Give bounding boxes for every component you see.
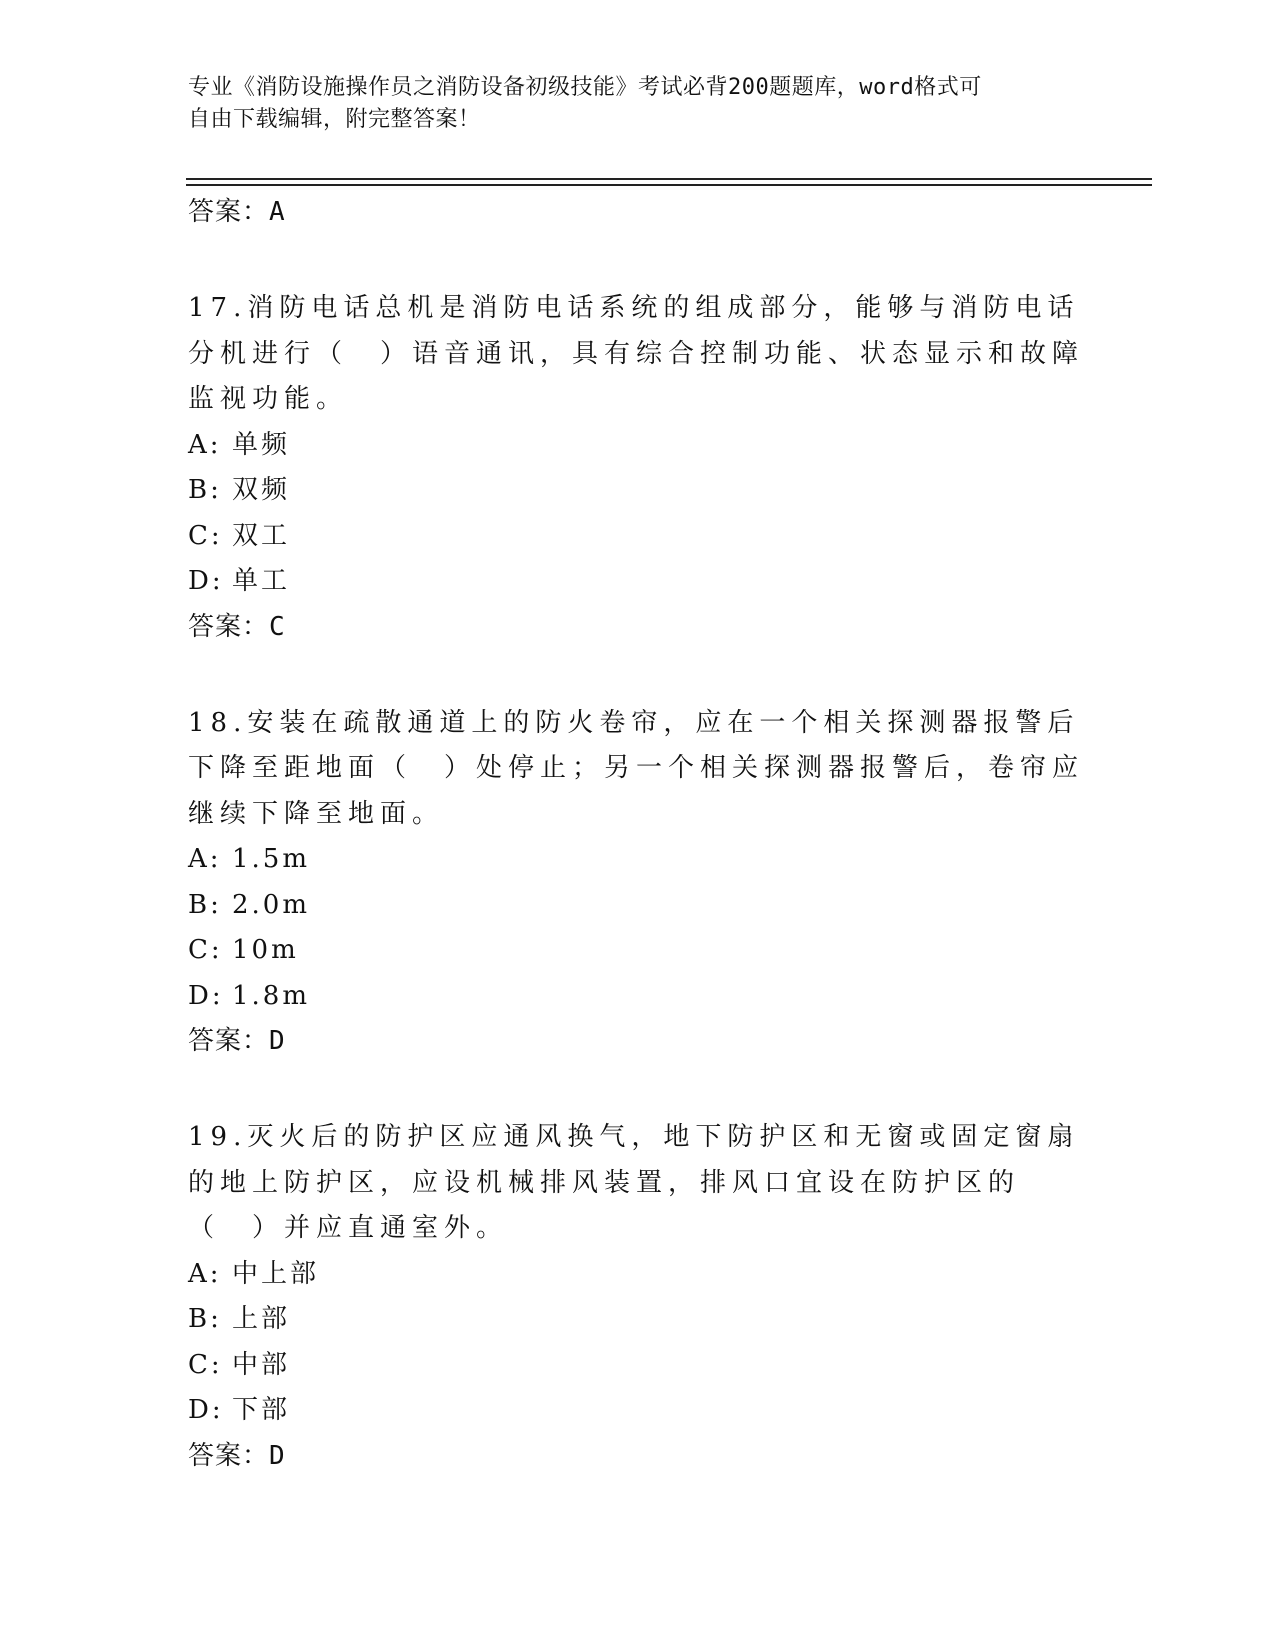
option-letter: B: <box>188 1304 222 1334</box>
option-b <box>188 1297 1088 1343</box>
option-text: 1.8m <box>232 980 311 1011</box>
option-a <box>188 837 1088 883</box>
option-letter: A: <box>188 1258 222 1289</box>
option-text: 单工 <box>232 566 291 596</box>
option-text: 10m <box>232 935 299 965</box>
header-divider-top <box>186 178 1152 180</box>
option-d <box>188 974 1088 1020</box>
option-letter: B: <box>188 889 222 920</box>
document-body <box>188 190 1088 1478</box>
option-text: 1.5m <box>232 844 311 874</box>
answer-line: 答案：D <box>188 1440 286 1471</box>
question-18 <box>188 701 1088 1064</box>
answer-line: 答案：C <box>188 611 286 642</box>
question-text: 19.灭火后的防护区应通风换气，地下防护区和无窗或固定窗扇的地上防护区，应设机械排风装置，排风口宜设在防护区的（ ）并应直通室外。 <box>188 1122 1080 1243</box>
answer-line: 答案：D <box>188 1026 286 1056</box>
option-text: 单频 <box>232 429 291 460</box>
option-letter: A: <box>188 429 222 460</box>
option-letter: B: <box>188 475 222 505</box>
question-19 <box>188 1115 1088 1478</box>
header-divider-bottom <box>186 184 1152 186</box>
option-letter: D: <box>188 566 224 596</box>
option-c <box>188 514 1088 560</box>
option-text: 2.0m <box>232 889 311 920</box>
option-letter: C: <box>188 1349 223 1380</box>
option-text: 上部 <box>232 1304 291 1334</box>
option-text: 中部 <box>232 1349 291 1380</box>
option-b <box>188 468 1088 514</box>
option-letter: C: <box>188 520 223 551</box>
option-c <box>188 928 1088 974</box>
page-header <box>188 72 1068 136</box>
question-text: 18.安装在疏散通道上的防火卷帘，应在一个相关探测器报警后下降至距地面（ ）处停止；另一个相关探测器报警后，卷帘应继续下降至地面。 <box>188 707 1085 829</box>
option-letter: A: <box>188 844 222 874</box>
option-d <box>188 559 1088 605</box>
question-text: 17.消防电话总机是消防电话系统的组成部分，能够与消防电话分机进行（ ）语音通讯，具有综合控制功能、状态显示和故障监视功能。 <box>188 293 1085 414</box>
option-letter: D: <box>188 980 224 1011</box>
option-d <box>188 1388 1088 1434</box>
option-letter: C: <box>188 935 223 965</box>
question-17 <box>188 286 1088 649</box>
option-letter: D: <box>188 1395 224 1425</box>
header-line-1: 专业《消防设施操作员之消防设备初级技能》考试必背200题题库，word格式可 <box>188 75 982 100</box>
option-a <box>188 423 1088 469</box>
option-b <box>188 883 1088 929</box>
option-text: 下部 <box>232 1395 291 1425</box>
option-text: 双工 <box>232 520 291 551</box>
option-c <box>188 1343 1088 1389</box>
header-line-2: 自由下载编辑，附完整答案！ <box>188 107 481 132</box>
option-text: 中上部 <box>232 1258 320 1289</box>
option-text: 双频 <box>232 475 291 505</box>
previous-answer: 答案：A <box>188 197 286 227</box>
option-a <box>188 1252 1088 1298</box>
